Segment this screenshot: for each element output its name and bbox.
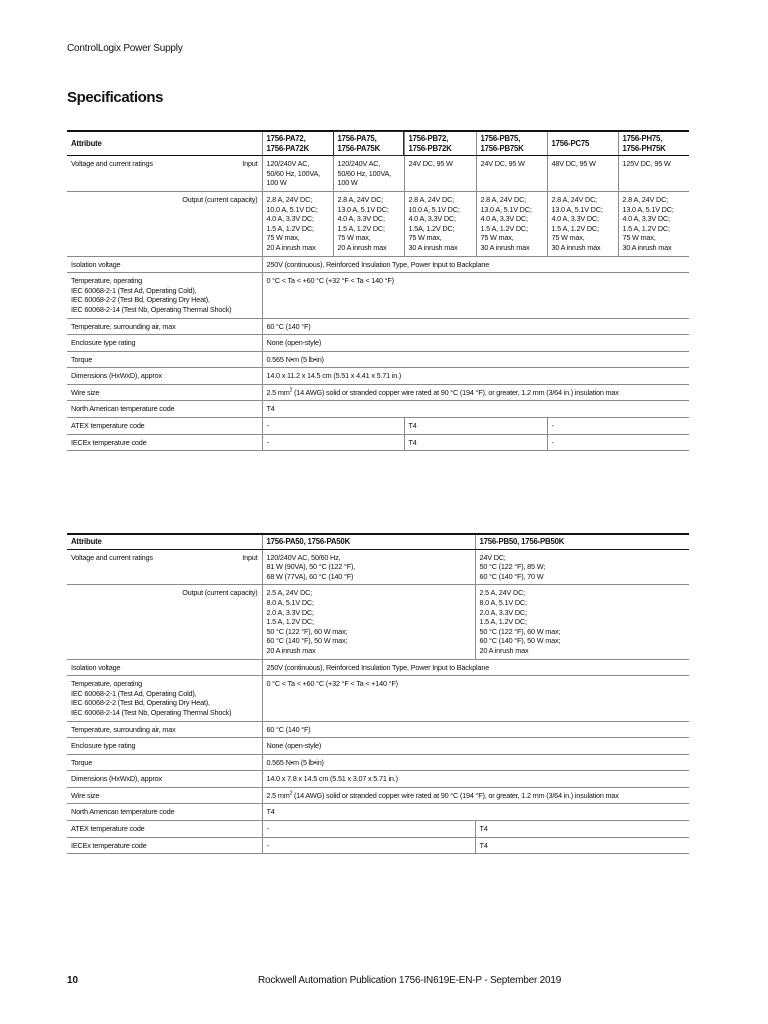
column-header: 1756-PA50, 1756-PA50K xyxy=(262,534,475,549)
table-row xyxy=(67,771,689,788)
table-cell: 2.8 A, 24V DC; 13.0 A, 5.1V DC; 4.0 A, 3.3V DC; 1.5 A, 1.2V DC; 75 W max, 30 A inrush max xyxy=(618,191,689,256)
table-row xyxy=(67,384,689,401)
table-row xyxy=(67,351,689,368)
table-header-row xyxy=(67,131,689,156)
table-cell: 2.8 A, 24V DC; 10.0 A, 5.1V DC; 4.0 A, 3.3V DC; 1.5 A, 1.2V DC; 75 W max, 20 A inrush max xyxy=(262,191,333,256)
table-cell: 60 °C (140 °F) xyxy=(262,318,689,335)
row-label: North American temperature code xyxy=(67,804,262,821)
running-header: ControlLogix Power Supply xyxy=(67,43,183,54)
table-cell xyxy=(262,787,689,804)
voltage-label: Voltage and current ratings xyxy=(71,159,153,169)
table-cell: T4 xyxy=(404,434,547,451)
column-header: 1756-PB50, 1756-PB50K xyxy=(475,534,689,549)
table-row xyxy=(67,585,689,659)
table-cell: 2.5 A, 24V DC; 8.0 A, 5.1V DC; 2.0 A, 3.3V DC; 1.5 A, 1.2V DC; 50 °C (122 °F), 60 W max; 60 °C (140 °F), 50 W max; 20 A inrush max xyxy=(475,585,689,659)
table-cell: 24V DC, 95 W xyxy=(476,156,547,192)
table-cell: - xyxy=(262,837,475,854)
table-cell: 48V DC, 95 W xyxy=(547,156,618,192)
wire-size-b: (14 AWG) solid or stranded copper wire rated at 90 °C (194 °F), or greater, 1.2 mm (3/64 in.) insulation max xyxy=(292,387,619,397)
table-row xyxy=(67,837,689,854)
row-label: Dimensions (HxWxD), approx xyxy=(67,368,262,385)
table-header-row xyxy=(67,534,689,549)
table-row xyxy=(67,787,689,804)
column-header: 1756-PC75 xyxy=(547,131,618,156)
table-cell: 14.0 x 7.8 x 14.5 cm (5.51 x 3.07 x 5.71 in.) xyxy=(262,771,689,788)
attribute-header: Attribute xyxy=(67,131,262,156)
table-cell: T4 xyxy=(262,804,689,821)
page-number: 10 xyxy=(67,975,79,986)
row-label: Enclosure type rating xyxy=(67,335,262,352)
table-row xyxy=(67,156,689,192)
row-label xyxy=(67,549,262,585)
output-label: Output (current capacity) xyxy=(67,191,262,256)
row-label: North American temperature code xyxy=(67,401,262,418)
row-label: Wire size xyxy=(67,384,262,401)
table-cell: 2.8 A, 24V DC; 13.0 A, 5.1V DC; 4.0 A, 3.3V DC; 1.5 A, 1.2V DC; 75 W max, 30 A inrush max xyxy=(547,191,618,256)
table-cell: - xyxy=(547,434,689,451)
table-cell: 120/240V AC, 50/60 Hz, 100VA, 100 W xyxy=(262,156,333,192)
table-row xyxy=(67,335,689,352)
table-cell: 2.8 A, 24V DC; 13.0 A, 5.1V DC; 4.0 A, 3.3V DC; 1.5 A, 1.2V DC; 75 W max, 30 A inrush max xyxy=(476,191,547,256)
row-label: Temperature, surrounding air, max xyxy=(67,721,262,738)
attribute-header: Attribute xyxy=(67,534,262,549)
table-row xyxy=(67,549,689,585)
output-label: Output (current capacity) xyxy=(67,585,262,659)
wire-size-sup: 2 xyxy=(289,387,293,394)
table-row xyxy=(67,721,689,738)
table-cell: - xyxy=(262,418,404,435)
table-cell: 0 °C < Ta < +60 °C (+32 °F < Ta < 140 °F) xyxy=(262,273,689,318)
row-label: Torque xyxy=(67,754,262,771)
wire-size-b: (14 AWG) solid or stranded copper wire rated at 90 °C (194 °F), or greater, 1.2 mm (3/64 in.) insulation max xyxy=(292,790,619,800)
table-cell: 60 °C (140 °F) xyxy=(262,721,689,738)
table-row xyxy=(67,256,689,273)
table-row xyxy=(67,434,689,451)
table-cell: None (open-style) xyxy=(262,738,689,755)
row-label: IECEx temperature code xyxy=(67,837,262,854)
table-cell: T4 xyxy=(475,837,689,854)
table-row xyxy=(67,754,689,771)
column-header: 1756-PB75, 1756-PB75K xyxy=(476,131,547,156)
specifications-table-1 xyxy=(67,130,689,451)
page-title: Specifications xyxy=(67,89,164,106)
row-label: IECEx temperature code xyxy=(67,434,262,451)
row-label: Temperature, operating IEC 60068-2-1 (Test Ad, Operating Cold), IEC 60068-2-2 (Test Bd, Operating Dry Heat), IEC 60068-2-14 (Test Nb, Operating Thermal Shock) xyxy=(67,676,262,721)
table-row xyxy=(67,738,689,755)
row-label: ATEX temperature code xyxy=(67,418,262,435)
table-cell: 0.565 N•m (5 lb•in) xyxy=(262,351,689,368)
table-cell: 250V (continuous), Reinforced Insulation Type, Power Input to Backplane xyxy=(262,256,689,273)
row-label: Dimensions (HxWxD), approx xyxy=(67,771,262,788)
voltage-label: Voltage and current ratings xyxy=(71,552,153,562)
table-row xyxy=(67,821,689,838)
table-cell: 24V DC, 95 W xyxy=(404,156,476,192)
table-cell: 2.8 A, 24V DC; 13.0 A, 5.1V DC; 4.0 A, 3.3V DC; 1.5 A, 1.2V DC; 75 W max, 20 A inrush max xyxy=(333,191,404,256)
row-label: Temperature, surrounding air, max xyxy=(67,318,262,335)
table-cell: 0.565 N•m (5 lb•in) xyxy=(262,754,689,771)
table-cell: 2.5 A, 24V DC; 8.0 A, 5.1V DC; 2.0 A, 3.3V DC; 1.5 A, 1.2V DC; 50 °C (122 °F), 60 W max; 60 °C (140 °F), 50 W max; 20 A inrush max xyxy=(262,585,475,659)
row-label xyxy=(67,156,262,192)
wire-size-a: 2.5 mm xyxy=(266,790,290,800)
table-cell: 2.8 A, 24V DC; 10.0 A, 5.1V DC; 4.0 A, 3.3V DC; 1.5A, 1.2V DC; 75 W max, 30 A inrush max xyxy=(404,191,476,256)
row-label: Isolation voltage xyxy=(67,256,262,273)
table-row xyxy=(67,368,689,385)
table-cell: 125V DC, 95 W xyxy=(618,156,689,192)
column-header: 1756-PB72, 1756-PB72K xyxy=(404,131,476,156)
table-cell: - xyxy=(262,434,404,451)
table-cell: T4 xyxy=(404,418,547,435)
wire-size-sup: 2 xyxy=(289,790,293,797)
table-row xyxy=(67,273,689,318)
table-cell: - xyxy=(547,418,689,435)
column-header: 1756-PA72, 1756-PA72K xyxy=(262,131,333,156)
column-header: 1756-PA75, 1756-PA75K xyxy=(333,131,404,156)
row-label: Temperature, operating IEC 60068-2-1 (Test Ad, Operating Cold), IEC 60068-2-2 (Test Bd, Operating Dry Heat), IEC 60068-2-14 (Test Nb, Operating Thermal Shock) xyxy=(67,273,262,318)
table-cell: None (open-style) xyxy=(262,335,689,352)
table-cell xyxy=(262,384,689,401)
table-cell: 120/240V AC, 50/60 Hz, 100VA, 100 W xyxy=(333,156,404,192)
table-cell: 14.0 x 11.2 x 14.5 cm (5.51 x 4.41 x 5.71 in.) xyxy=(262,368,689,385)
table-row xyxy=(67,659,689,676)
table-cell: T4 xyxy=(262,401,689,418)
row-label: Isolation voltage xyxy=(67,659,262,676)
table-cell: 250V (continuous), Reinforced Insulation Type, Power Input to Backplane xyxy=(262,659,689,676)
table-row xyxy=(67,676,689,721)
table-cell: T4 xyxy=(475,821,689,838)
input-label: Input xyxy=(242,552,258,562)
column-header: 1756-PH75, 1756-PH75K xyxy=(618,131,689,156)
row-label: Wire size xyxy=(67,787,262,804)
wire-size-a: 2.5 mm xyxy=(266,387,290,397)
table-cell: 0 °C < Ta < +60 °C (+32 °F < Ta < +140 °F) xyxy=(262,676,689,721)
row-label: ATEX temperature code xyxy=(67,821,262,838)
table-cell: 24V DC; 50 °C (122 °F), 85 W; 60 °C (140 °F), 70 W xyxy=(475,549,689,585)
row-label: Torque xyxy=(67,351,262,368)
table-row xyxy=(67,191,689,256)
row-label: Enclosure type rating xyxy=(67,738,262,755)
publication-footer: Rockwell Automation Publication 1756-IN619E-EN-P - September 2019 xyxy=(258,975,562,986)
specifications-table-2 xyxy=(67,533,689,854)
table-row xyxy=(67,318,689,335)
table-row xyxy=(67,401,689,418)
table-row xyxy=(67,804,689,821)
table-cell: - xyxy=(262,821,475,838)
table-cell: 120/240V AC, 50/60 Hz, 81 W (90VA), 50 °C (122 °F), 68 W (77VA), 60 °C (140 °F) xyxy=(262,549,475,585)
input-label: Input xyxy=(242,159,258,169)
table-row xyxy=(67,418,689,435)
